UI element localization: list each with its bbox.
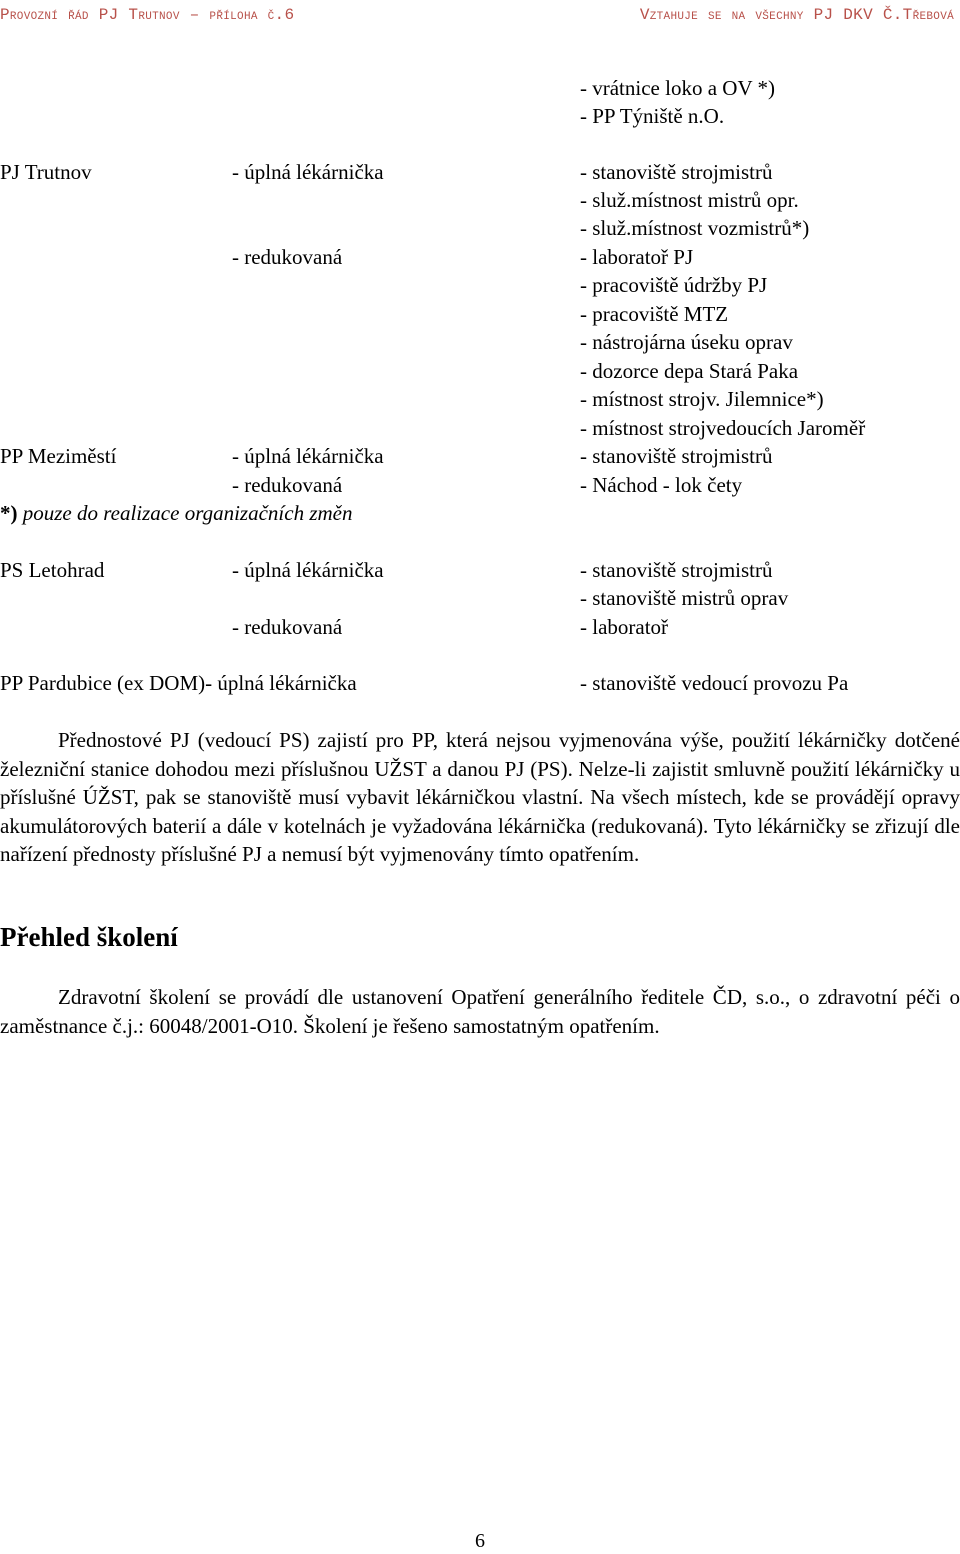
footnote [0,499,352,527]
location-cell: - pracoviště MTZ [580,302,729,326]
body-paragraph: Zdravotní školení se provádí dle ustanovení Opatření generálního ředitele ČD, s.o., o zdravotní péči o zaměstnance č.j.: 60048/2001-O10. Školení je řešeno samostatným opatřením. [0,985,960,1038]
page-number: 6 [475,1530,485,1552]
location-cell: - dozorce depa Stará Paka [580,359,799,383]
location-cell: - Náchod - lok čety [580,473,743,497]
location-cell: - místnost strojv. Jilemnice*) [580,387,824,411]
location-cell: - stanoviště strojmistrů [580,160,773,184]
section-heading: Přehled školení [0,922,178,952]
location-cell: - vrátnice loko a OV *) [580,76,775,100]
page-header [0,6,960,32]
kit-type-cell: - redukovaná [232,615,343,639]
location-cell: - stanoviště vedoucí provozu Pa [580,671,849,695]
location-cell: - nástrojárna úseku oprav [580,330,793,354]
table-row [0,414,960,442]
table-row [0,300,960,328]
table-row [0,74,960,102]
location-cell: - stanoviště strojmistrů [580,444,773,468]
table-row [0,328,960,356]
table-row [0,271,960,299]
location-cell: - stanoviště mistrů oprav [580,586,789,610]
kit-type-cell: - redukovaná [232,473,343,497]
header-left: Provozní řád PJ Trutnov – příloha č.6 [0,6,295,24]
location-cell: - laboratoř PJ [580,245,694,269]
unit-cell: PP Pardubice (ex DOM)- úplná lékárnička [0,671,357,695]
footnote-text: pouze do realizace organizačních změn [17,501,353,525]
table-row [0,556,960,584]
location-cell: - stanoviště strojmistrů [580,558,773,582]
table-row [0,613,960,641]
table-row [0,442,960,470]
table-row [0,669,960,697]
location-cell: - služ.místnost mistrů opr. [580,188,799,212]
location-cell: - služ.místnost vozmistrů*) [580,216,810,240]
location-cell: - laboratoř [580,615,669,639]
table-row [0,471,960,499]
table-row [0,214,960,242]
table-row [0,102,960,130]
location-cell: - PP Týniště n.O. [580,104,725,128]
location-cell: - místnost strojvedoucích Jaroměř [580,416,866,440]
body-paragraph: Přednostové PJ (vedoucí PS) zajistí pro PP, která nejsou vyjmenována výše, použití lékárničky dotčené železniční stanice dohodou mezi příslušnou UŽST a danou PJ (PS). Nelze-li zajistit smluvně použití lékárničky u příslušné ÚŽST, pak se stanoviště musí vybavit lékárničkou vlastní. Na všech místech, kde se provádějí opravy akumulátorových baterií a dále v kotelnách je vyžadována lékárnička (redukovaná). Tyto lékárničky se zřizují dle nařízení přednosty příslušné PJ a nemusí být vyjmenovány tímto opatřením. [0,728,960,866]
header-right: Vztahuje se na všechny PJ DKV Č.Třebová [639,6,954,24]
table-row [0,584,960,612]
table-row [0,243,960,271]
unit-cell: PJ Trutnov [0,160,92,184]
kit-type-cell: - úplná lékárnička [232,558,384,582]
table-row [0,186,960,214]
unit-cell: PP Meziměstí [0,444,117,468]
kit-type-cell: - úplná lékárnička [232,444,384,468]
kit-type-cell: - úplná lékárnička [232,160,384,184]
footnote-mark: *) [0,501,18,525]
kit-type-cell: - redukovaná [232,245,343,269]
location-cell: - pracoviště údržby PJ [580,273,768,297]
table-row [0,158,960,186]
table-row [0,385,960,413]
unit-cell: PS Letohrad [0,558,105,582]
table-row [0,357,960,385]
